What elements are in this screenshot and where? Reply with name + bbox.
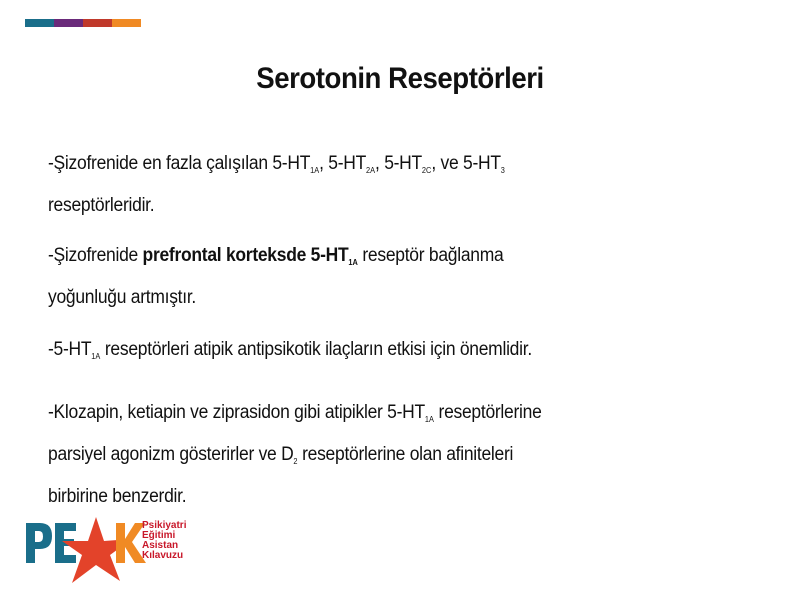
paragraph-1-line-1: -Şizofrenide en fazla çalışılan $5-HT_{1A}$, $5-HT_{2A}$, $5-HT_{2C}$, ve $5-HT_3$ [48,153,505,175]
logo-caption-line: Kılavuzu [142,550,184,561]
color-bar-segment [83,19,112,27]
paragraph-1-line-2: reseptörleridir. [48,195,155,216]
color-bar-segment [25,19,54,27]
logo-caption-line: Asistan [142,540,179,551]
paragraph-3 [48,332,532,374]
paragraph-4-line-3: birbirine benzerdir. [48,486,187,507]
logo-caption [142,521,186,561]
paragraph-3-line-1: $-5-HT_{1A}$ reseptörleri atipik antipsikotik ilaçların etkisi için önemlidir. [48,339,532,361]
header-color-bar [25,19,141,27]
color-bar-segment [112,19,141,27]
paragraph-2 [48,238,503,315]
paragraph-4-line-1: -Klozapin, ketiapin ve ziprasidon gibi atipikler $5-HT_{1A}$ reseptörlerine [48,402,542,424]
logo-caption-line: Eğitimi [142,530,176,541]
paragraph-2-line-2: yoğunluğu artmıştır. [48,287,197,308]
logo-letter-p [26,523,52,563]
paragraph-4 [48,395,542,514]
paragraph-4-line-2: parsiyel agonizm gösterirler ve $D_2$ reseptörlerine olan afiniteleri [48,444,514,466]
paragraph-1 [48,146,505,223]
color-bar-segment [54,19,83,27]
paragraph-2-line-1: -Şizofrenide prefrontal korteksde $5-HT_{1A}$ reseptör bağlanma [48,245,504,267]
slide-title: Serotonin Reseptörleri [256,62,544,95]
logo-caption-line: Psikiyatri [142,520,187,531]
